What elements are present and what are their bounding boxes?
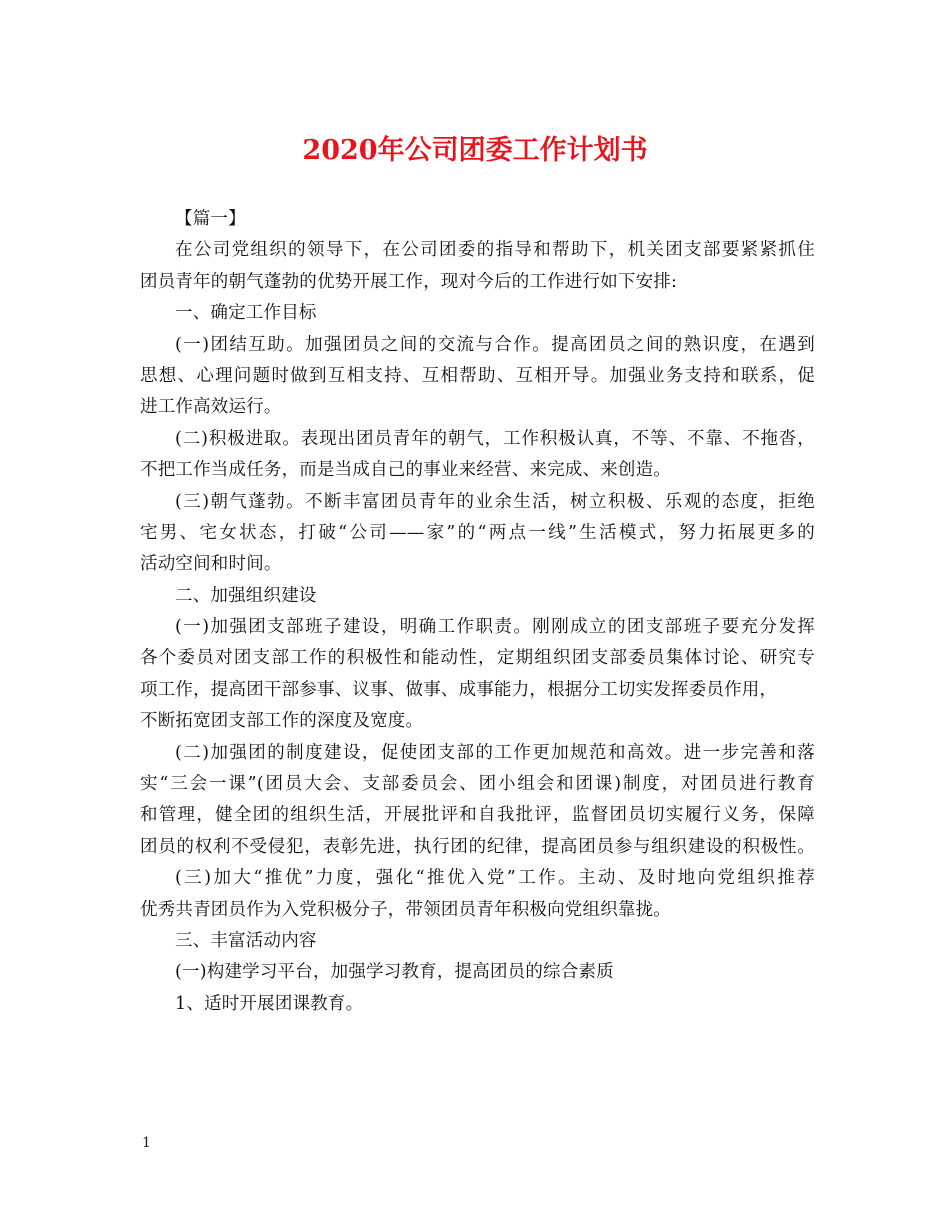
- paragraph-line: 团员的权利不受侵犯，表彰先进，执行团的纪律，提高团员参与组织建设的积极性。: [140, 836, 815, 857]
- document-body: [140, 204, 815, 1020]
- paragraph-line: 优秀共青团员作为入党积极分子，带领团员青年积极向党组织靠拢。: [140, 899, 671, 920]
- paragraph-line: (一)构建学习平台，加强学习教育，提高团员的综合素质: [175, 962, 614, 983]
- paragraph-line: 思想、心理问题时做到互相支持、互相帮助、互相开导。加强业务支持和联系，促: [140, 365, 815, 386]
- paragraph-line: 不断拓宽团支部工作的深度及宽度。: [140, 711, 424, 732]
- paragraph-line: (一)团结互助。加强团员之间的交流与合作。提高团员之间的熟识度，在遇到: [175, 334, 815, 355]
- paragraph-line: (二)加强团的制度建设，促使团支部的工作更加规范和高效。进一步完善和落: [175, 742, 815, 763]
- paragraph-line: 宅男、宅女状态，打破“公司——家”的“两点一线”生活模式，努力拓展更多的: [140, 522, 815, 543]
- paragraph-line: (一)加强团支部班子建设，明确工作职责。刚刚成立的团支部班子要充分发挥: [175, 617, 815, 638]
- page-number: 1: [142, 1135, 151, 1151]
- paragraph-line: (三)朝气蓬勃。不断丰富团员青年的业余生活，树立积极、乐观的态度，拒绝: [175, 491, 815, 512]
- paragraph-line: 和管理，健全团的组织生活，开展批评和自我批评，监督团员切实履行义务，保障: [140, 805, 815, 826]
- paragraph-line: 各个委员对团支部工作的积极性和能动性，定期组织团支部委员集体讨论、研究专: [140, 648, 815, 669]
- paragraph-line: 活动空间和时间。: [140, 554, 282, 575]
- paragraph-line: 在公司党组织的领导下，在公司团委的指导和帮助下，机关团支部要紧紧抓住: [175, 240, 815, 261]
- section-heading: 三、丰富活动内容: [175, 930, 317, 951]
- section-label: 【篇一】: [175, 209, 246, 229]
- paragraph-line: 实“三会一课”(团员大会、支部委员会、团小组会和团课)制度，对团员进行教育: [140, 774, 815, 795]
- section-heading: 二、加强组织建设: [175, 585, 317, 606]
- document-title: 2020年公司团委工作计划书: [302, 135, 648, 166]
- paragraph-line: 团员青年的朝气蓬勃的优势开展工作，现对今后的工作进行如下安排:: [140, 271, 678, 292]
- section-heading: 一、确定工作目标: [175, 303, 317, 324]
- paragraph-line: 进工作高效运行。: [140, 397, 282, 418]
- paragraph-line: 项工作，提高团干部参事、议事、做事、成事能力，根据分工切实发挥委员作用，: [140, 679, 778, 700]
- paragraph-line: 不把工作当成任务，而是当成自己的事业来经营、来完成、来创造。: [140, 460, 671, 481]
- paragraph-line: (二)积极进取。表现出团员青年的朝气，工作积极认真，不等、不靠、不拖沓，: [175, 428, 815, 449]
- paragraph-line: (三)加大“推优”力度，强化“推优入党”工作。主动、及时地向党组织推荐: [175, 868, 815, 889]
- paragraph-line: 1、适时开展团课教育。: [175, 993, 364, 1014]
